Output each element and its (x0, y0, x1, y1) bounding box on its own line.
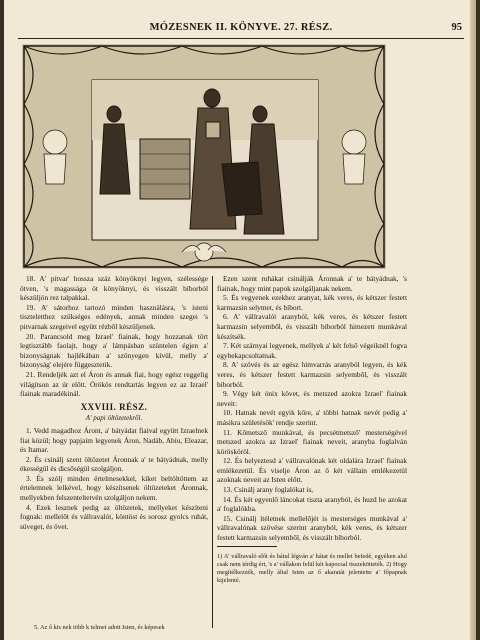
verse-paragraph: 10. Hatnak nevét egyik kőre, a' többi hatnak nevét pedig a' másikra születésök' rendje szerint. (217, 408, 407, 427)
verse-paragraph: 20. Parancsold meg Izrael' fiainak, hogy hozzanak tört legtisztább faolajt, hogy a' lámpásban szüntelen égjen a' bizonyságnak hajlékában a' szönyegen kívül, melly a' bizonyság' elejére függesztetik. (20, 331, 208, 370)
verse-paragraph: 9. Végy két ónix követ, és metszed azokra Izrael' fiainak neveit: (217, 389, 407, 408)
verse-paragraph: 8. A' szövés és az egész himvarrás aranyból legyen, és kék veres, és kétszer festett karmazsin selyemből, és visszált bíborból. (217, 360, 407, 389)
verse-paragraph: 15. Csinálj ítéletnek mellelőjét is mesterséges munkával a' vállravalónak szövése szerint aranyból, kék veres, és kétszer festett karmazsin selyemből, és visszált bíborból. (217, 513, 407, 543)
header-title: MÓZESNEK II. KÖNYVE. 27. RÉSZ. (149, 22, 333, 33)
left-text-column (20, 274, 208, 531)
verse-paragraph: 7. Két szárnyai legyenek, mellyek a' két felső végeiknél fogva egybekapcsoltatnak. (217, 341, 407, 360)
running-header (18, 22, 464, 39)
chapter-subheading: A' papi öltözetekről. (85, 414, 143, 423)
engraving-illustration-icon (22, 44, 386, 269)
footnote-rule (217, 546, 277, 547)
verse-paragraph: 2. És csinálj szent öltözetet Áronnak a' te bátyádnak, melly ékességül és dicsőségül szolgáljon. (20, 454, 208, 474)
verse-paragraph: 14. És két egyenlő láncokat tiszta aranyból, és huzd be azokat a' foglalókba. (217, 494, 407, 514)
book-page (4, 0, 476, 640)
right-text-column (217, 274, 407, 591)
verse-paragraph: 4. Ezek lesznek pedig az öltözetek, mellyeket készíteni fognak: mellelőt és vállravalót, köntöst és sorosz gyolcs ruhát, süveget, és övet. (20, 502, 208, 531)
chapter-heading: XXVIII. RÉSZ. (80, 401, 148, 412)
verse-paragraph: 6. A' vállravalót aranyból, kék veres, és kétszer festett karmazsin selyemből, és visszált bíborból himezett munkával készítsék. (217, 312, 407, 341)
verse-paragraph: 19. A' sátorhoz tartozó minden használásra, 's isteni tiszteletthez szükséges edények, annak minden szegei 's pitvarnak szegeivel együtt rézből készüljenek. (20, 302, 208, 331)
verse-paragraph: 5. És vegyenek ezekhez aranyat, kék veres, és kétszer festett karmazsin selymet, és bíbort. (217, 293, 407, 312)
page-number: 95 (451, 22, 462, 33)
verse-paragraph: 3. És szólj minden értelmesekkel, kiket beltöltöttem az értelemnek lelkével, hogy készítsenek öltözeteket Áronnak, mellyekben felszenteltetvén szolgáljon nekem. (20, 473, 208, 503)
column-divider (212, 276, 213, 628)
page-edge (470, 0, 476, 640)
footnote: 1) A' vállravaló előt és hátul légván a' hátat és mellet befedé, egyéken alul csak nem térdig ért, 's a' vállakon felül két kapocsal összekötteték. 2) Hogy megítélkezzék, melly által Isten az ő akaratát jelentette a' főpapnak kijelenté. (217, 552, 407, 584)
verse-paragraph: Ezen szent ruhákat csinálják Áronnak a' te bátyádnak, 's fiainak, hogy mint papok szolgáljanak nekem. (217, 274, 407, 293)
verse-paragraph: 13. Csinálj arany foglalókat is, (223, 485, 314, 495)
verse-paragraph: 18. A' pitvar' hossza száz könyöknyi legyen, szélessége ötven, 's magassága öt könyöknyi, és visszált bíborból készüljön rez talpakkal. (20, 274, 208, 303)
verse-paragraph: 21. Rendeljék azt el Áron és annak fiai, hogy egész reggelig világítson az úr előtt. Örökös rendtartás legyen ez az Izrael' fiainak maradékinál. (20, 369, 208, 399)
verse-paragraph: 1. Vedd magadhoz Áront, a' bátyádat fiaival együtt Izraelnek fiai közül; hogy papjaim legyenek Áron, Nadáb, Abiu, Eleazar, és Itamar. (20, 425, 208, 455)
bottom-note: 5. Az ő kis nek több k telmet adott Isten, és képesek (34, 624, 165, 631)
verse-paragraph: 12. És helyeztesd a' vállravalónak két oldalára Izrael' fiainak emlékezetül. És viselje Áron az ő két vállain emlékezetül azoknak neveit az Isten előtt. (217, 456, 407, 485)
verse-paragraph: 11. Kőmetsző munkával, és pecsétmetsző' mesterségével metszed azokra az Izrael' fiainak neveit, aranyba foglalván körösköröl. (217, 427, 407, 456)
